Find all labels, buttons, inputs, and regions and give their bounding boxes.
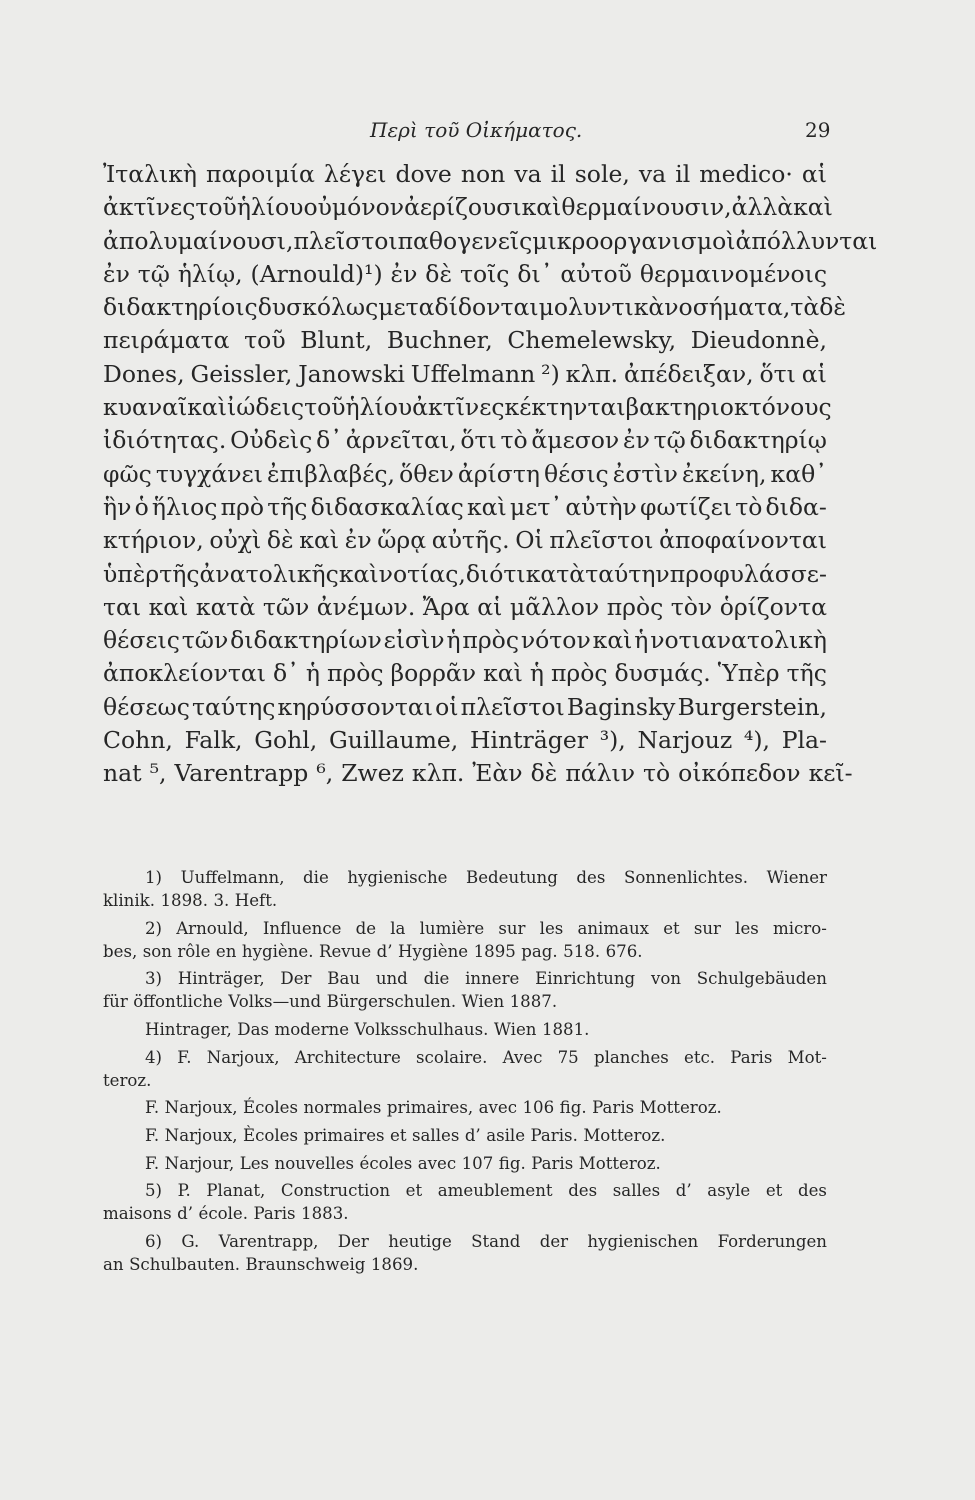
footnote — [103, 917, 827, 963]
text-line: κυαναῖ καὶ ἰώδεις τοῦ ἡλίου ἀκτῖνες κέκτηνται βακτηριοκτόνους — [103, 393, 832, 422]
text-line: θέσεις τῶν διδακτηρίων εἰσὶν ἡ πρὸς νότον καὶ ἡ νοτιανατολικὴ — [103, 626, 827, 655]
text-line: nat ⁵, Varentrapp ⁶, Zwez κλπ. Ἐὰν δὲ πάλιν τὸ οἰκόπεδον κεῖ- — [103, 759, 853, 788]
text-line: ἣν ὁ ἥλιος πρὸ τῆς διδασκαλίας καὶ μετ᾽ αὐτὴν φωτίζει τὸ διδα- — [103, 492, 827, 521]
footnote-line: teroz. — [103, 1070, 152, 1090]
footnote — [103, 866, 827, 912]
footnote-line: maisons d’ école. Paris 1883. — [103, 1204, 349, 1224]
page-header — [0, 118, 975, 148]
footnote-line: für öffontliche Volks—und Bürgerschulen. Wien 1887. — [103, 992, 558, 1012]
running-title: Περὶ τοῦ Οἰκήματος. — [370, 118, 583, 142]
footnote-line: F. Narjoux, Ècoles primaires et salles d’ asile Paris. Motteroz. — [145, 1125, 666, 1145]
footnote — [103, 1096, 827, 1119]
footnote-line: bes, son rôle en hygiène. Revue d’ Hygiène 1895 pag. 518. 676. — [103, 941, 643, 961]
text-line: ται καὶ κατὰ τῶν ἀνέμων. Ἄρα αἱ μᾶλλον πρὸς τὸν ὁρίζοντα — [103, 592, 827, 621]
text-line: ἀκτῖνες τοῦ ἡλίου οὐ μόνον ἀερίζουσι καὶ θερμαίνουσιν, ἀλλὰ καὶ — [103, 193, 833, 222]
footnote-line: an Schulbauten. Braunschweig 1869. — [103, 1254, 419, 1274]
footnote-line: F. Narjour, Les nouvelles écoles avec 107 fig. Paris Motteroz. — [145, 1153, 661, 1173]
text-line: ἐν τῷ ἡλίῳ, (Arnould)¹) ἐν δὲ τοῖς δι᾽ αὐτοῦ θερμαινομένοις — [103, 259, 827, 288]
text-line: ἀπολυμαίνουσι, πλεῖστοι παθογενεῖς μικροοργανισμοὶ ἀπόλλυνται — [103, 226, 878, 255]
footnote-line: klinik. 1898. 3. Heft. — [103, 891, 278, 911]
footnote — [103, 967, 827, 1013]
footnote-line: 2) Arnould, Influence de la lumière sur les animaux et sur les micro- — [145, 918, 827, 938]
footnote-line: 4) F. Narjoux, Architecture scolaire. Avec 75 planches etc. Paris Mot- — [145, 1047, 827, 1067]
main-text — [103, 158, 878, 791]
text-line: Ἰταλικὴ παροιμία λέγει dove non va il sole, va il medico· αἱ — [103, 160, 827, 188]
text-line: διδακτηρίοις δυσκόλως μεταδίδονται μολυντικὰ νοσήματα, τὰ δὲ — [103, 293, 846, 322]
footnote-line: 3) Hinträger, Der Bau und die innere Einrichtung von Schulgebäuden — [145, 969, 827, 989]
text-line: θέσεως ταύτης κηρύσσονται οἱ πλεῖστοι Baginsky Burgerstein, — [103, 692, 827, 721]
footnote — [103, 1152, 827, 1175]
footnote — [103, 1179, 827, 1225]
page-number: 29 — [805, 118, 831, 142]
footnote-line: 6) G. Varentrapp, Der heutige Stand der hygienischen Forderungen — [145, 1231, 827, 1251]
footnote — [103, 1230, 827, 1276]
text-line: ὑπὲρ τῆς ἀνατολικῆς καὶ νοτίας, διότι κατὰ ταύτην προφυλάσσε- — [103, 559, 827, 588]
text-line: ἰδιότητας. Οὐδεὶς δ᾽ ἀρνεῖται, ὅτι τὸ ἄμεσον ἐν τῷ διδακτηρίῳ — [103, 426, 827, 455]
footnote-line: F. Narjoux, Écoles normales primaires, avec 106 fig. Paris Motteroz. — [145, 1098, 722, 1118]
footnote — [103, 1046, 827, 1092]
text-line: φῶς τυγχάνει ἐπιβλαβές, ὅθεν ἀρίστη θέσις ἐστὶν ἐκείνη, καθ᾽ — [103, 459, 827, 488]
footnote-line: Hintrager, Das moderne Volksschulhaus. Wien 1881. — [145, 1020, 590, 1040]
footnote — [103, 1124, 827, 1147]
footnotes — [103, 866, 827, 1281]
text-line: Cohn, Falk, Gohl, Guillaume, Hinträger ³), Narjouz ⁴), Pla- — [103, 726, 827, 755]
footnote-line: 1) Uuffelmann, die hygienische Bedeutung des Sonnenlichtes. Wiener — [145, 868, 827, 887]
text-line: κτήριον, οὐχὶ δὲ καὶ ἐν ὥρᾳ αὐτῆς. Οἱ πλεῖστοι ἀποφαίνονται — [103, 526, 827, 555]
text-line: πειράματα τοῦ Blunt, Buchner, Chemelewsky, Dieudonnè, — [103, 326, 827, 355]
footnote-line: 5) P. Planat, Construction et ameublement des salles d’ asyle et des — [145, 1181, 827, 1201]
footnote — [103, 1018, 827, 1041]
text-line: ἀποκλείονται δ᾽ ἡ πρὸς βορρᾶν καὶ ἡ πρὸς δυσμάς. Ὑπὲρ τῆς — [103, 659, 827, 688]
text-line: Dones, Geissler, Janowski Uffelmann ²) κλπ. ἀπέδειξαν, ὅτι αἱ — [103, 359, 827, 388]
